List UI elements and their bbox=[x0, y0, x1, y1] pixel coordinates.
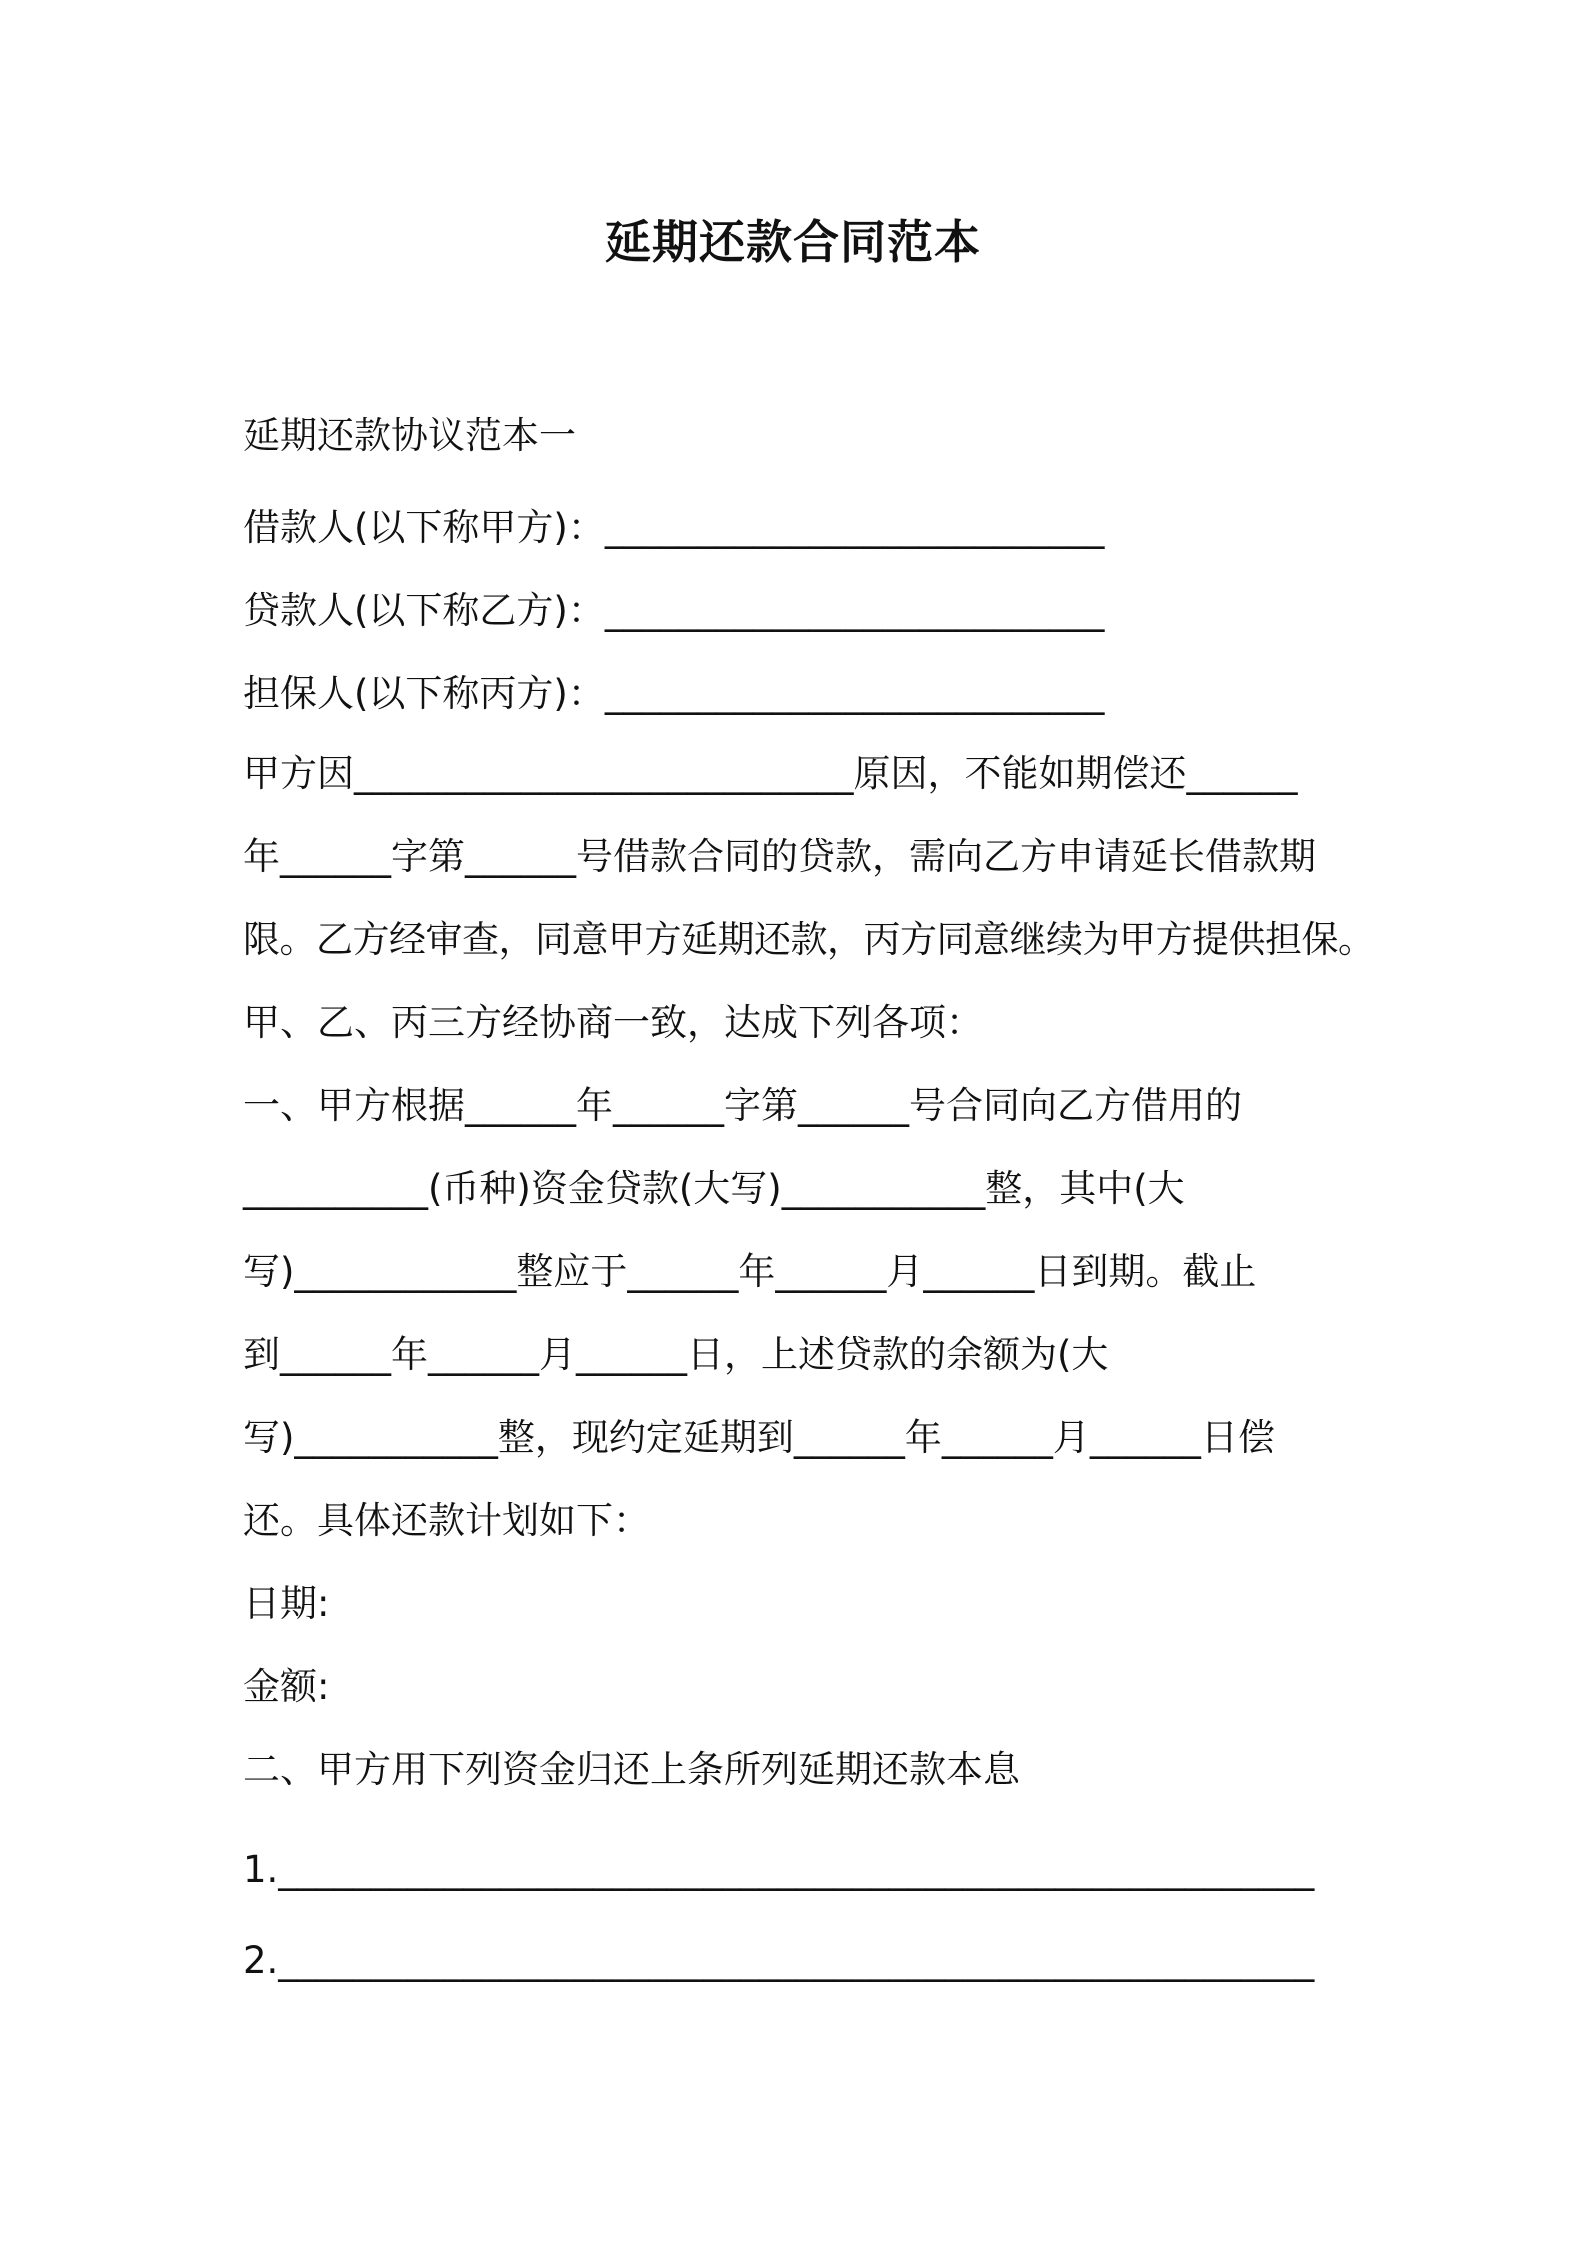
lender-line: 贷款人(以下称乙方)：___________________________ bbox=[243, 589, 1105, 632]
date-field-label: 日期: bbox=[243, 1582, 330, 1625]
paragraph-line: 甲方因___________________________原因，不能如期偿还______ bbox=[243, 752, 1298, 795]
clause-one-line: __________(币种)资金贷款(大写)___________整，其中(大 bbox=[243, 1167, 1185, 1210]
clause-one-line: 到______年______月______日，上述贷款的余额为(大 bbox=[243, 1333, 1109, 1376]
paragraph-line: 限。乙方经审查，同意甲方延期还款，丙方同意继续为甲方提供担保。 bbox=[243, 918, 1375, 961]
clause-one-line: 写)____________整应于______年______月______日到期。截止 bbox=[243, 1250, 1257, 1293]
paragraph-line: 年______字第______号借款合同的贷款，需向乙方申请延长借款期 bbox=[243, 835, 1316, 878]
section-heading: 延期还款协议范本一 bbox=[243, 414, 576, 457]
numbered-blank-line: 1.________________________________________________________ bbox=[243, 1848, 1315, 1891]
clause-one-line: 写)___________整，现约定延期到______年______月______日偿 bbox=[243, 1416, 1275, 1459]
clause-one-line: 一、甲方根据______年______字第______号合同向乙方借用的 bbox=[243, 1084, 1242, 1127]
clause-one-line: 还。具体还款计划如下： bbox=[243, 1499, 650, 1542]
guarantor-line: 担保人(以下称丙方)：___________________________ bbox=[243, 672, 1105, 715]
clause-two-heading: 二、甲方用下列资金归还上条所列延期还款本息 bbox=[243, 1748, 1020, 1791]
paragraph-line: 甲、乙、丙三方经协商一致，达成下列各项： bbox=[243, 1001, 983, 1044]
amount-field-label: 金额: bbox=[243, 1665, 330, 1708]
numbered-blank-line: 2.________________________________________________________ bbox=[243, 1939, 1315, 1982]
borrower-line: 借款人(以下称甲方)：___________________________ bbox=[243, 506, 1105, 549]
document-title: 延期还款合同范本 bbox=[605, 215, 981, 269]
